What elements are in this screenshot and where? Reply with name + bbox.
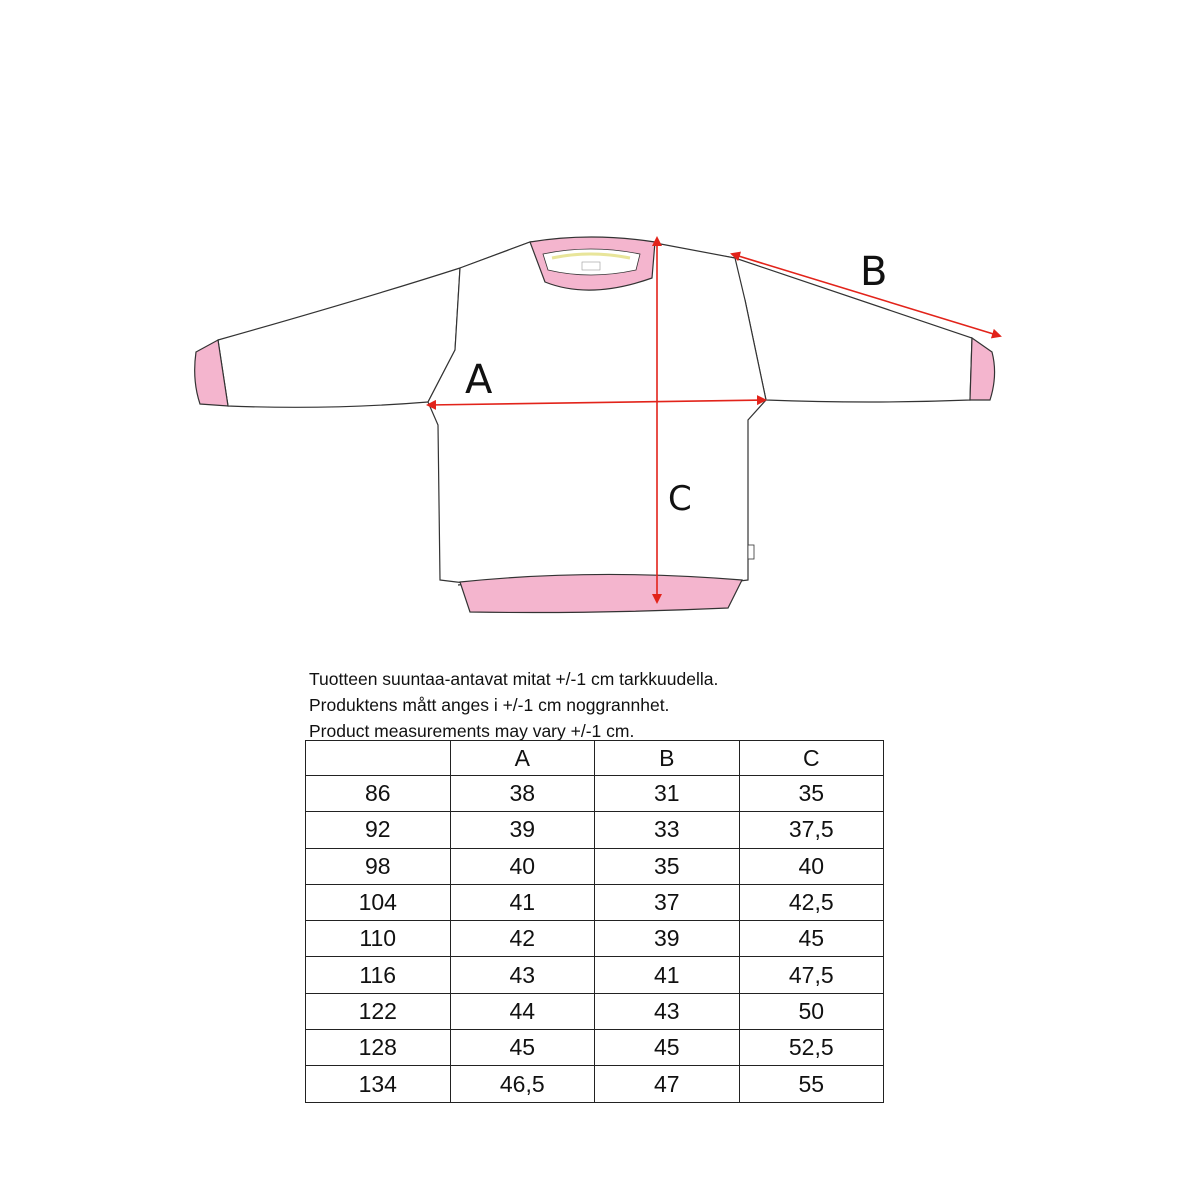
measure-cell: 42,5 — [739, 884, 884, 920]
table-row — [306, 1030, 884, 1066]
measure-cell: 40 — [450, 848, 595, 884]
size-cell: 92 — [306, 812, 451, 848]
measure-cell: 47,5 — [739, 957, 884, 993]
measure-cell: 55 — [739, 1066, 884, 1102]
measure-cell: 37 — [595, 884, 740, 920]
measure-cell: 43 — [450, 957, 595, 993]
size-cell: 122 — [306, 993, 451, 1029]
measure-cell: 42 — [450, 921, 595, 957]
measure-cell: 33 — [595, 812, 740, 848]
size-cell: 104 — [306, 884, 451, 920]
label-b: B — [860, 249, 888, 295]
measure-cell: 45 — [450, 1030, 595, 1066]
measure-cell: 43 — [595, 993, 740, 1029]
measure-cell: 50 — [739, 993, 884, 1029]
measure-cell: 45 — [739, 921, 884, 957]
table-row — [306, 884, 884, 920]
note-finnish: Tuotteen suuntaa-antavat mitat +/-1 cm tarkkuudella. — [309, 669, 719, 689]
table-row — [306, 848, 884, 884]
sweatshirt-outline — [218, 239, 972, 590]
table-row — [306, 776, 884, 812]
table-header-row — [306, 741, 884, 776]
label-a: A — [465, 357, 493, 403]
header-c: C — [739, 741, 884, 776]
measure-cell: 39 — [595, 921, 740, 957]
measure-cell: 38 — [450, 776, 595, 812]
measure-cell: 31 — [595, 776, 740, 812]
measure-cell: 45 — [595, 1030, 740, 1066]
measure-cell: 39 — [450, 812, 595, 848]
size-table — [305, 740, 884, 1103]
size-cell: 128 — [306, 1030, 451, 1066]
measure-cell: 41 — [595, 957, 740, 993]
measure-cell: 35 — [595, 848, 740, 884]
note-english: Product measurements may vary +/-1 cm. — [309, 721, 635, 741]
size-cell: 134 — [306, 1066, 451, 1102]
size-cell: 116 — [306, 957, 451, 993]
neck-label-icon — [582, 262, 600, 270]
measure-cell: 44 — [450, 993, 595, 1029]
collar — [530, 237, 655, 290]
table-row — [306, 993, 884, 1029]
size-cell: 110 — [306, 921, 451, 957]
measure-cell: 40 — [739, 848, 884, 884]
measure-cell: 37,5 — [739, 812, 884, 848]
side-tag-icon — [748, 545, 754, 559]
size-cell: 86 — [306, 776, 451, 812]
header-b: B — [595, 741, 740, 776]
measure-cell: 35 — [739, 776, 884, 812]
table-row — [306, 921, 884, 957]
hem-ribbing — [460, 574, 742, 612]
measure-cell: 52,5 — [739, 1030, 884, 1066]
note-swedish: Produktens mått anges i +/-1 cm noggrannhet. — [309, 695, 670, 715]
measure-cell: 47 — [595, 1066, 740, 1102]
measure-cell: 41 — [450, 884, 595, 920]
table-row — [306, 812, 884, 848]
label-c: C — [668, 479, 692, 519]
table-body — [306, 776, 884, 1103]
table-row — [306, 1066, 884, 1102]
header-size — [306, 741, 451, 776]
table-row — [306, 957, 884, 993]
header-a: A — [450, 741, 595, 776]
measure-cell: 46,5 — [450, 1066, 595, 1102]
measurement-notes — [309, 666, 718, 744]
size-cell: 98 — [306, 848, 451, 884]
